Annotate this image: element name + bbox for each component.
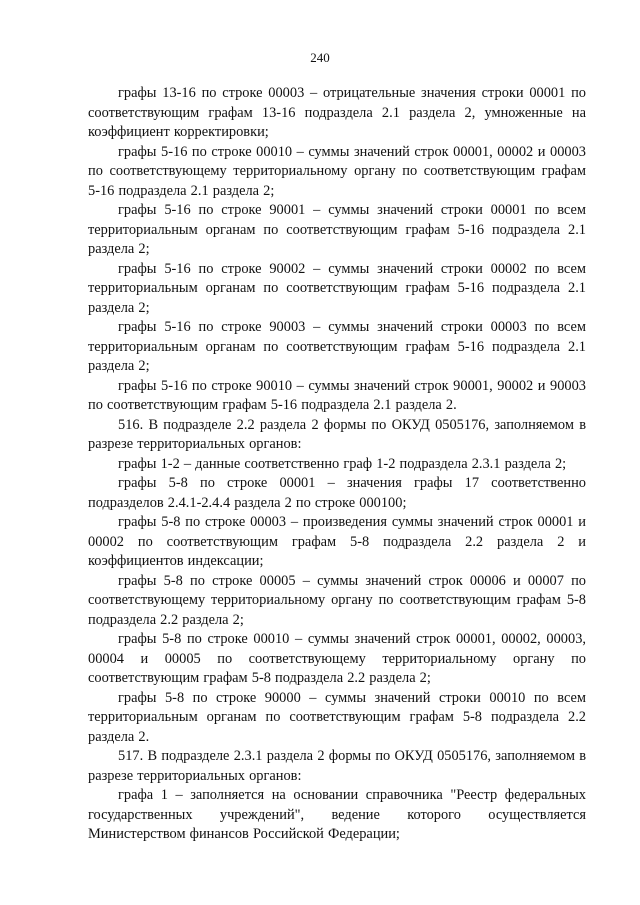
paragraph: графы 5-16 по строке 90010 – суммы значений строк 90001, 90002 и 90003 по соответствующим графам 5-16 подраздела 2.1 раздела 2.	[88, 377, 586, 413]
paragraph: графы 5-8 по строке 00001 – значения графы 17 соответственно подразделов 2.4.1-2.4.4 раздела 2 по строке 000100;	[88, 475, 586, 511]
paragraph: графы 13-16 по строке 00003 – отрицательные значения строки 00001 по соответствующим графам 13-16 подраздела 2.1 раздела 2, умноженные на коэффициент корректировки;	[88, 85, 586, 140]
paragraph: графы 5-8 по строке 00003 – произведения суммы значений строк 00001 и 00002 по соответствующим графам 5-8 подраздела 2.2 раздела 2 и коэффициентов индексации;	[88, 514, 586, 569]
paragraph: графы 5-8 по строке 90000 – суммы значений строки 00010 по всем территориальным органам по соответствующим графам 5-8 подраздела 2.2 раздела 2.	[88, 689, 586, 745]
page-number: 240	[310, 50, 330, 65]
paragraph: графа 1 – заполняется на основании справочника "Реестр федеральных государственных учреждений", ведение которого осуществляется Министерством финансов Российской Федерации;	[88, 787, 586, 842]
document-body	[88, 84, 586, 845]
paragraph: графы 5-8 по строке 00005 – суммы значений строк 00006 и 00007 по соответствующему территориальному органу по соответствующим графам 5-8 подраздела 2.2 раздела 2;	[88, 572, 586, 628]
paragraph: графы 5-16 по строке 00010 – суммы значений строк 00001, 00002 и 00003 по соответствующему территориальному органу по соответствующим графам 5-16 подраздела 2.1 раздела 2;	[88, 143, 586, 199]
paragraph: графы 5-16 по строке 90003 – суммы значений строки 00003 по всем территориальным органам по соответствующим графам 5-16 подраздела 2.1 раздела 2;	[88, 319, 586, 374]
paragraph: 517. В подразделе 2.3.1 раздела 2 формы по ОКУД 0505176, заполняемом в разрезе территориальных органов:	[88, 748, 586, 784]
paragraph: графы 5-16 по строке 90001 – суммы значений строки 00001 по всем территориальным органам по соответствующим графам 5-16 подраздела 2.1 раздела 2;	[88, 202, 586, 257]
paragraph: графы 1-2 – данные соответственно граф 1-2 подраздела 2.3.1 раздела 2;	[118, 455, 567, 472]
paragraph: графы 5-8 по строке 00010 – суммы значений строк 00001, 00002, 00003, 00004 и 00005 по соответствующему территориальному органу по соответствующим графам 5-8 подраздела 2.2 раздела 2;	[88, 631, 586, 686]
paragraph: графы 5-16 по строке 90002 – суммы значений строки 00002 по всем территориальным органам по соответствующим графам 5-16 подраздела 2.1 раздела 2;	[88, 260, 586, 316]
paragraph: 516. В подразделе 2.2 раздела 2 формы по ОКУД 0505176, заполняемом в разрезе территориальных органов:	[88, 416, 586, 452]
